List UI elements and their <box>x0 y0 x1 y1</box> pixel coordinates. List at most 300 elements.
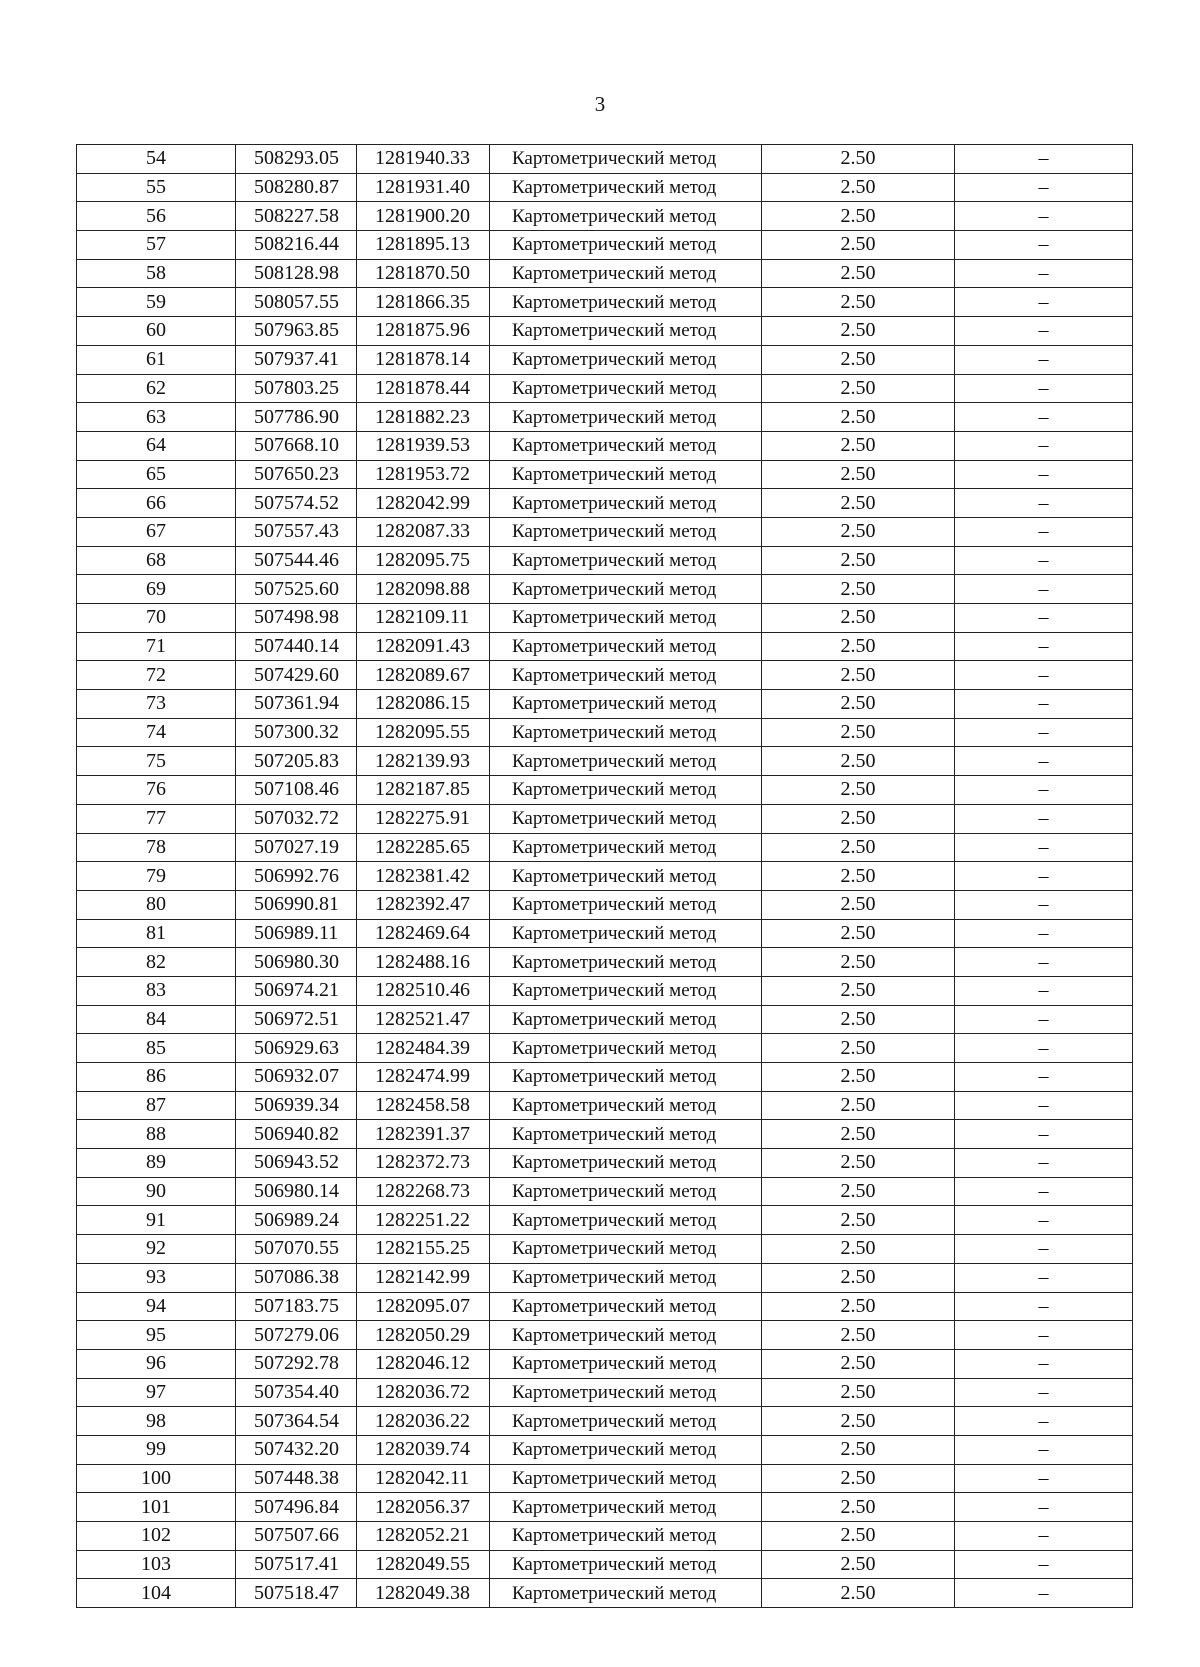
table-row <box>77 489 1133 518</box>
method-cell: Картометрический метод <box>490 776 762 805</box>
point-number-cell: 65 <box>77 460 236 489</box>
table-row <box>77 403 1133 432</box>
note-cell: – <box>955 1235 1133 1264</box>
error-value-cell: 2.50 <box>762 1091 955 1120</box>
error-value-cell: 2.50 <box>762 575 955 604</box>
point-number-cell: 57 <box>77 231 236 260</box>
error-value-cell: 2.50 <box>762 317 955 346</box>
y-coordinate-cell: 1281866.35 <box>357 288 490 317</box>
y-coordinate-cell: 1282142.99 <box>357 1263 490 1292</box>
point-number-cell: 63 <box>77 403 236 432</box>
table-row <box>77 1579 1133 1608</box>
method-cell: Картометрический метод <box>490 173 762 202</box>
method-cell: Картометрический метод <box>490 403 762 432</box>
y-coordinate-cell: 1282036.22 <box>357 1407 490 1436</box>
method-cell: Картометрический метод <box>490 1091 762 1120</box>
error-value-cell: 2.50 <box>762 919 955 948</box>
error-value-cell: 2.50 <box>762 1263 955 1292</box>
point-number-cell: 78 <box>77 833 236 862</box>
point-number-cell: 102 <box>77 1522 236 1551</box>
method-cell: Картометрический метод <box>490 1206 762 1235</box>
table-row <box>77 1063 1133 1092</box>
method-cell: Картометрический метод <box>490 632 762 661</box>
note-cell: – <box>955 661 1133 690</box>
point-number-cell: 88 <box>77 1120 236 1149</box>
point-number-cell: 75 <box>77 747 236 776</box>
y-coordinate-cell: 1281882.23 <box>357 403 490 432</box>
table-row <box>77 1005 1133 1034</box>
method-cell: Картометрический метод <box>490 1349 762 1378</box>
method-cell: Картометрический метод <box>490 145 762 174</box>
point-number-cell: 104 <box>77 1579 236 1608</box>
note-cell: – <box>955 1464 1133 1493</box>
y-coordinate-cell: 1282372.73 <box>357 1149 490 1178</box>
method-cell: Картометрический метод <box>490 460 762 489</box>
point-number-cell: 95 <box>77 1321 236 1350</box>
y-coordinate-cell: 1282488.16 <box>357 948 490 977</box>
x-coordinate-cell: 506939.34 <box>236 1091 357 1120</box>
x-coordinate-cell: 507300.32 <box>236 718 357 747</box>
point-number-cell: 68 <box>77 546 236 575</box>
x-coordinate-cell: 507364.54 <box>236 1407 357 1436</box>
note-cell: – <box>955 173 1133 202</box>
method-cell: Картометрический метод <box>490 1263 762 1292</box>
table-row <box>77 231 1133 260</box>
x-coordinate-cell: 507574.52 <box>236 489 357 518</box>
x-coordinate-cell: 507361.94 <box>236 690 357 719</box>
x-coordinate-cell: 506974.21 <box>236 976 357 1005</box>
point-number-cell: 72 <box>77 661 236 690</box>
table-row <box>77 833 1133 862</box>
error-value-cell: 2.50 <box>762 1550 955 1579</box>
table-row <box>77 1493 1133 1522</box>
error-value-cell: 2.50 <box>762 1321 955 1350</box>
error-value-cell: 2.50 <box>762 1464 955 1493</box>
point-number-cell: 100 <box>77 1464 236 1493</box>
error-value-cell: 2.50 <box>762 431 955 460</box>
x-coordinate-cell: 508293.05 <box>236 145 357 174</box>
note-cell: – <box>955 317 1133 346</box>
note-cell: – <box>955 403 1133 432</box>
error-value-cell: 2.50 <box>762 489 955 518</box>
error-value-cell: 2.50 <box>762 173 955 202</box>
y-coordinate-cell: 1282392.47 <box>357 890 490 919</box>
note-cell: – <box>955 833 1133 862</box>
note-cell: – <box>955 690 1133 719</box>
method-cell: Картометрический метод <box>490 976 762 1005</box>
note-cell: – <box>955 632 1133 661</box>
table-row <box>77 1206 1133 1235</box>
table-row <box>77 690 1133 719</box>
error-value-cell: 2.50 <box>762 1407 955 1436</box>
note-cell: – <box>955 575 1133 604</box>
method-cell: Картометрический метод <box>490 489 762 518</box>
point-number-cell: 83 <box>77 976 236 1005</box>
table-row <box>77 1522 1133 1551</box>
y-coordinate-cell: 1282155.25 <box>357 1235 490 1264</box>
x-coordinate-cell: 507070.55 <box>236 1235 357 1264</box>
point-number-cell: 90 <box>77 1177 236 1206</box>
method-cell: Картометрический метод <box>490 1407 762 1436</box>
x-coordinate-cell: 507786.90 <box>236 403 357 432</box>
error-value-cell: 2.50 <box>762 403 955 432</box>
method-cell: Картометрический метод <box>490 747 762 776</box>
table-row <box>77 1464 1133 1493</box>
method-cell: Картометрический метод <box>490 1292 762 1321</box>
x-coordinate-cell: 506990.81 <box>236 890 357 919</box>
x-coordinate-cell: 506989.11 <box>236 919 357 948</box>
note-cell: – <box>955 1263 1133 1292</box>
method-cell: Картометрический метод <box>490 948 762 977</box>
y-coordinate-cell: 1281939.53 <box>357 431 490 460</box>
method-cell: Картометрический метод <box>490 345 762 374</box>
method-cell: Картометрический метод <box>490 1321 762 1350</box>
note-cell: – <box>955 948 1133 977</box>
method-cell: Картометрический метод <box>490 690 762 719</box>
y-coordinate-cell: 1282042.99 <box>357 489 490 518</box>
table-row <box>77 948 1133 977</box>
table-row <box>77 259 1133 288</box>
method-cell: Картометрический метод <box>490 1579 762 1608</box>
method-cell: Картометрический метод <box>490 546 762 575</box>
table-row <box>77 517 1133 546</box>
error-value-cell: 2.50 <box>762 948 955 977</box>
note-cell: – <box>955 604 1133 633</box>
y-coordinate-cell: 1282268.73 <box>357 1177 490 1206</box>
note-cell: – <box>955 1091 1133 1120</box>
x-coordinate-cell: 507963.85 <box>236 317 357 346</box>
point-number-cell: 103 <box>77 1550 236 1579</box>
x-coordinate-cell: 506980.30 <box>236 948 357 977</box>
table-row <box>77 431 1133 460</box>
note-cell: – <box>955 919 1133 948</box>
method-cell: Картометрический метод <box>490 1034 762 1063</box>
error-value-cell: 2.50 <box>762 976 955 1005</box>
note-cell: – <box>955 976 1133 1005</box>
error-value-cell: 2.50 <box>762 374 955 403</box>
x-coordinate-cell: 507498.98 <box>236 604 357 633</box>
error-value-cell: 2.50 <box>762 460 955 489</box>
method-cell: Картометрический метод <box>490 1120 762 1149</box>
note-cell: – <box>955 374 1133 403</box>
table-row <box>77 804 1133 833</box>
y-coordinate-cell: 1281931.40 <box>357 173 490 202</box>
table-row <box>77 604 1133 633</box>
y-coordinate-cell: 1281878.14 <box>357 345 490 374</box>
error-value-cell: 2.50 <box>762 231 955 260</box>
point-number-cell: 74 <box>77 718 236 747</box>
error-value-cell: 2.50 <box>762 145 955 174</box>
table-row <box>77 747 1133 776</box>
x-coordinate-cell: 507205.83 <box>236 747 357 776</box>
table-row <box>77 862 1133 891</box>
method-cell: Картометрический метод <box>490 231 762 260</box>
point-number-cell: 82 <box>77 948 236 977</box>
method-cell: Картометрический метод <box>490 718 762 747</box>
error-value-cell: 2.50 <box>762 1349 955 1378</box>
table-row <box>77 718 1133 747</box>
method-cell: Картометрический метод <box>490 1464 762 1493</box>
point-number-cell: 67 <box>77 517 236 546</box>
error-value-cell: 2.50 <box>762 1149 955 1178</box>
note-cell: – <box>955 1435 1133 1464</box>
point-number-cell: 62 <box>77 374 236 403</box>
y-coordinate-cell: 1282049.55 <box>357 1550 490 1579</box>
y-coordinate-cell: 1281878.44 <box>357 374 490 403</box>
point-number-cell: 71 <box>77 632 236 661</box>
error-value-cell: 2.50 <box>762 718 955 747</box>
error-value-cell: 2.50 <box>762 862 955 891</box>
x-coordinate-cell: 507108.46 <box>236 776 357 805</box>
x-coordinate-cell: 507032.72 <box>236 804 357 833</box>
method-cell: Картометрический метод <box>490 604 762 633</box>
point-number-cell: 96 <box>77 1349 236 1378</box>
note-cell: – <box>955 1493 1133 1522</box>
y-coordinate-cell: 1282095.75 <box>357 546 490 575</box>
error-value-cell: 2.50 <box>762 1378 955 1407</box>
x-coordinate-cell: 507086.38 <box>236 1263 357 1292</box>
y-coordinate-cell: 1281870.50 <box>357 259 490 288</box>
point-number-cell: 76 <box>77 776 236 805</box>
x-coordinate-cell: 507432.20 <box>236 1435 357 1464</box>
note-cell: – <box>955 1407 1133 1436</box>
x-coordinate-cell: 507668.10 <box>236 431 357 460</box>
method-cell: Картометрический метод <box>490 661 762 690</box>
y-coordinate-cell: 1282510.46 <box>357 976 490 1005</box>
method-cell: Картометрический метод <box>490 890 762 919</box>
y-coordinate-cell: 1282095.07 <box>357 1292 490 1321</box>
y-coordinate-cell: 1282469.64 <box>357 919 490 948</box>
x-coordinate-cell: 507803.25 <box>236 374 357 403</box>
method-cell: Картометрический метод <box>490 202 762 231</box>
note-cell: – <box>955 1120 1133 1149</box>
method-cell: Картометрический метод <box>490 1063 762 1092</box>
point-number-cell: 59 <box>77 288 236 317</box>
note-cell: – <box>955 862 1133 891</box>
error-value-cell: 2.50 <box>762 288 955 317</box>
y-coordinate-cell: 1281895.13 <box>357 231 490 260</box>
method-cell: Картометрический метод <box>490 1177 762 1206</box>
x-coordinate-cell: 507525.60 <box>236 575 357 604</box>
note-cell: – <box>955 202 1133 231</box>
table-row <box>77 288 1133 317</box>
table-row <box>77 345 1133 374</box>
error-value-cell: 2.50 <box>762 517 955 546</box>
point-number-cell: 93 <box>77 1263 236 1292</box>
error-value-cell: 2.50 <box>762 833 955 862</box>
method-cell: Картометрический метод <box>490 374 762 403</box>
method-cell: Картометрический метод <box>490 862 762 891</box>
x-coordinate-cell: 508280.87 <box>236 173 357 202</box>
table-row <box>77 1091 1133 1120</box>
y-coordinate-cell: 1282521.47 <box>357 1005 490 1034</box>
point-number-cell: 58 <box>77 259 236 288</box>
note-cell: – <box>955 288 1133 317</box>
table-row <box>77 1349 1133 1378</box>
table-row <box>77 145 1133 174</box>
point-number-cell: 61 <box>77 345 236 374</box>
error-value-cell: 2.50 <box>762 1493 955 1522</box>
error-value-cell: 2.50 <box>762 1120 955 1149</box>
error-value-cell: 2.50 <box>762 632 955 661</box>
table-row <box>77 1292 1133 1321</box>
error-value-cell: 2.50 <box>762 1522 955 1551</box>
y-coordinate-cell: 1282285.65 <box>357 833 490 862</box>
x-coordinate-cell: 507448.38 <box>236 1464 357 1493</box>
x-coordinate-cell: 507517.41 <box>236 1550 357 1579</box>
method-cell: Картометрический метод <box>490 1493 762 1522</box>
y-coordinate-cell: 1282046.12 <box>357 1349 490 1378</box>
table-row <box>77 1321 1133 1350</box>
table-row <box>77 1120 1133 1149</box>
point-number-cell: 66 <box>77 489 236 518</box>
note-cell: – <box>955 1005 1133 1034</box>
note-cell: – <box>955 1550 1133 1579</box>
y-coordinate-cell: 1281900.20 <box>357 202 490 231</box>
y-coordinate-cell: 1281953.72 <box>357 460 490 489</box>
x-coordinate-cell: 507279.06 <box>236 1321 357 1350</box>
y-coordinate-cell: 1282086.15 <box>357 690 490 719</box>
y-coordinate-cell: 1282042.11 <box>357 1464 490 1493</box>
y-coordinate-cell: 1282251.22 <box>357 1206 490 1235</box>
error-value-cell: 2.50 <box>762 345 955 374</box>
method-cell: Картометрический метод <box>490 1522 762 1551</box>
y-coordinate-cell: 1282087.33 <box>357 517 490 546</box>
note-cell: – <box>955 460 1133 489</box>
x-coordinate-cell: 506980.14 <box>236 1177 357 1206</box>
point-number-cell: 84 <box>77 1005 236 1034</box>
point-number-cell: 79 <box>77 862 236 891</box>
note-cell: – <box>955 747 1133 776</box>
y-coordinate-cell: 1282049.38 <box>357 1579 490 1608</box>
error-value-cell: 2.50 <box>762 747 955 776</box>
error-value-cell: 2.50 <box>762 202 955 231</box>
error-value-cell: 2.50 <box>762 1005 955 1034</box>
method-cell: Картометрический метод <box>490 288 762 317</box>
table-row <box>77 1149 1133 1178</box>
table-row <box>77 632 1133 661</box>
table-row <box>77 173 1133 202</box>
point-number-cell: 92 <box>77 1235 236 1264</box>
x-coordinate-cell: 508216.44 <box>236 231 357 260</box>
error-value-cell: 2.50 <box>762 1579 955 1608</box>
y-coordinate-cell: 1282036.72 <box>357 1378 490 1407</box>
table-row <box>77 546 1133 575</box>
x-coordinate-cell: 507027.19 <box>236 833 357 862</box>
point-number-cell: 86 <box>77 1063 236 1092</box>
error-value-cell: 2.50 <box>762 690 955 719</box>
x-coordinate-cell: 507440.14 <box>236 632 357 661</box>
point-number-cell: 97 <box>77 1378 236 1407</box>
note-cell: – <box>955 1063 1133 1092</box>
method-cell: Картометрический метод <box>490 575 762 604</box>
table-row <box>77 976 1133 1005</box>
error-value-cell: 2.50 <box>762 776 955 805</box>
x-coordinate-cell: 506989.24 <box>236 1206 357 1235</box>
method-cell: Картометрический метод <box>490 833 762 862</box>
y-coordinate-cell: 1282095.55 <box>357 718 490 747</box>
y-coordinate-cell: 1282474.99 <box>357 1063 490 1092</box>
point-number-cell: 99 <box>77 1435 236 1464</box>
point-number-cell: 98 <box>77 1407 236 1436</box>
note-cell: – <box>955 1177 1133 1206</box>
point-number-cell: 94 <box>77 1292 236 1321</box>
y-coordinate-cell: 1282187.85 <box>357 776 490 805</box>
note-cell: – <box>955 517 1133 546</box>
x-coordinate-cell: 506972.51 <box>236 1005 357 1034</box>
note-cell: – <box>955 231 1133 260</box>
point-number-cell: 60 <box>77 317 236 346</box>
y-coordinate-cell: 1282275.91 <box>357 804 490 833</box>
x-coordinate-cell: 506932.07 <box>236 1063 357 1092</box>
table-row <box>77 890 1133 919</box>
error-value-cell: 2.50 <box>762 804 955 833</box>
x-coordinate-cell: 506992.76 <box>236 862 357 891</box>
x-coordinate-cell: 507937.41 <box>236 345 357 374</box>
note-cell: – <box>955 1378 1133 1407</box>
point-number-cell: 101 <box>77 1493 236 1522</box>
method-cell: Картометрический метод <box>490 1550 762 1579</box>
x-coordinate-cell: 507518.47 <box>236 1579 357 1608</box>
note-cell: – <box>955 1149 1133 1178</box>
table-row <box>77 1435 1133 1464</box>
point-number-cell: 81 <box>77 919 236 948</box>
method-cell: Картометрический метод <box>490 919 762 948</box>
x-coordinate-cell: 508128.98 <box>236 259 357 288</box>
x-coordinate-cell: 507557.43 <box>236 517 357 546</box>
y-coordinate-cell: 1282056.37 <box>357 1493 490 1522</box>
table-row <box>77 776 1133 805</box>
x-coordinate-cell: 507354.40 <box>236 1378 357 1407</box>
x-coordinate-cell: 506929.63 <box>236 1034 357 1063</box>
x-coordinate-cell: 507429.60 <box>236 661 357 690</box>
point-number-cell: 55 <box>77 173 236 202</box>
error-value-cell: 2.50 <box>762 546 955 575</box>
error-value-cell: 2.50 <box>762 259 955 288</box>
table-row <box>77 1235 1133 1264</box>
note-cell: – <box>955 546 1133 575</box>
table-row <box>77 1407 1133 1436</box>
x-coordinate-cell: 507507.66 <box>236 1522 357 1551</box>
page-number: 3 <box>594 92 606 116</box>
method-cell: Картометрический метод <box>490 804 762 833</box>
note-cell: – <box>955 890 1133 919</box>
error-value-cell: 2.50 <box>762 1034 955 1063</box>
note-cell: – <box>955 1321 1133 1350</box>
table-row <box>77 661 1133 690</box>
y-coordinate-cell: 1282052.21 <box>357 1522 490 1551</box>
x-coordinate-cell: 508227.58 <box>236 202 357 231</box>
error-value-cell: 2.50 <box>762 1292 955 1321</box>
coordinates-table-body <box>77 145 1133 1608</box>
error-value-cell: 2.50 <box>762 1235 955 1264</box>
note-cell: – <box>955 776 1133 805</box>
note-cell: – <box>955 489 1133 518</box>
point-number-cell: 70 <box>77 604 236 633</box>
point-number-cell: 80 <box>77 890 236 919</box>
y-coordinate-cell: 1281875.96 <box>357 317 490 346</box>
point-number-cell: 87 <box>77 1091 236 1120</box>
note-cell: – <box>955 259 1133 288</box>
x-coordinate-cell: 507650.23 <box>236 460 357 489</box>
y-coordinate-cell: 1282139.93 <box>357 747 490 776</box>
method-cell: Картометрический метод <box>490 1435 762 1464</box>
x-coordinate-cell: 507183.75 <box>236 1292 357 1321</box>
point-number-cell: 73 <box>77 690 236 719</box>
y-coordinate-cell: 1282391.37 <box>357 1120 490 1149</box>
x-coordinate-cell: 507496.84 <box>236 1493 357 1522</box>
y-coordinate-cell: 1282039.74 <box>357 1435 490 1464</box>
